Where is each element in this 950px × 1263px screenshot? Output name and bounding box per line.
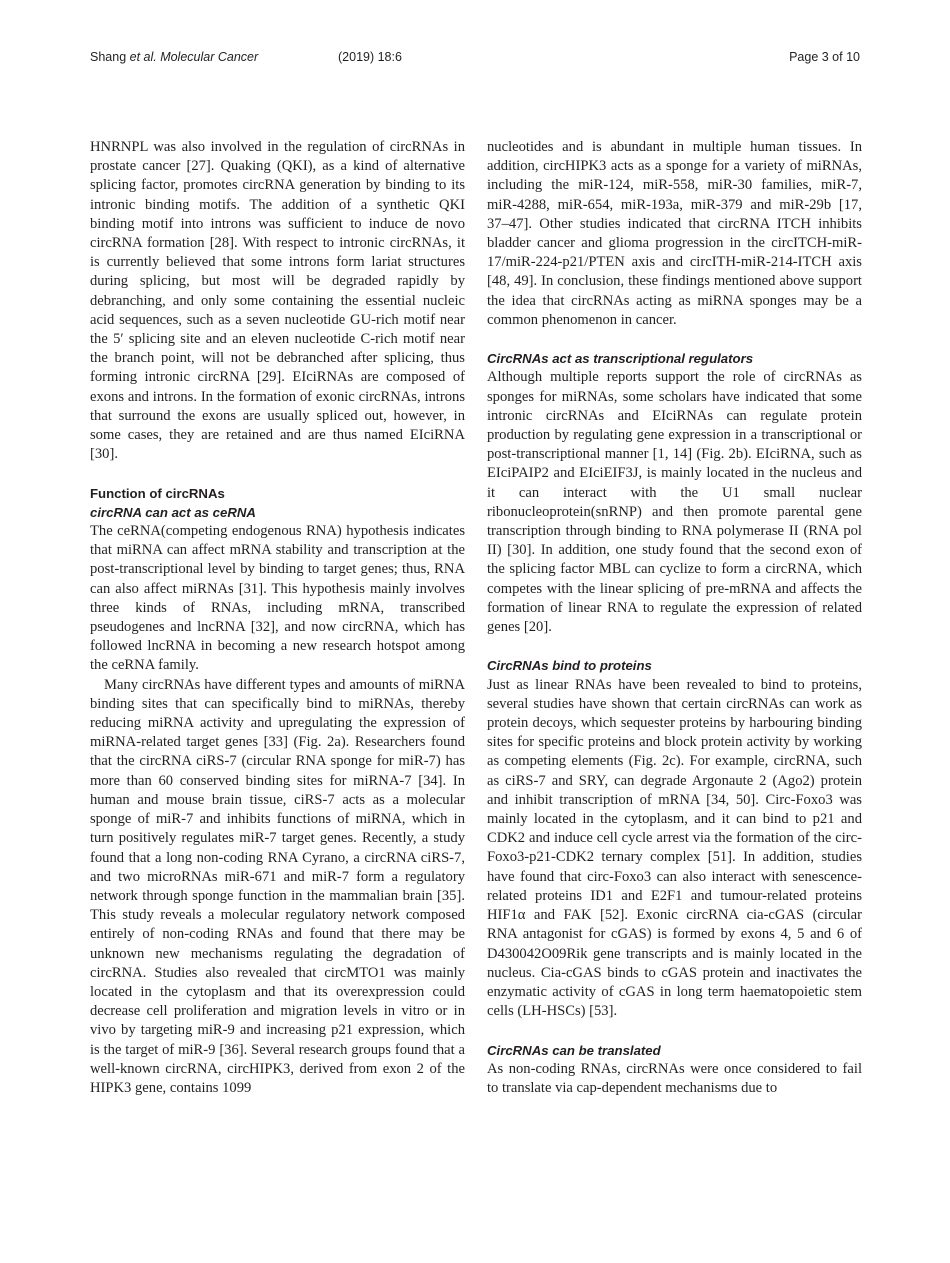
subsection-heading: CircRNAs act as transcriptional regulators	[487, 351, 754, 367]
right-column	[487, 138, 862, 1098]
section-heading: Function of circRNAs	[90, 485, 225, 501]
header-page-number: Page 3 of 10	[789, 50, 860, 64]
paragraph: As non-coding RNAs, circRNAs were once considered to fail to translate via cap-dependent mechanisms due to	[487, 1060, 862, 1096]
paragraph: nucleotides and is abundant in multiple human tissues. In addition, circHIPK3 acts as a sponge for a variety of miRNAs, including the miR-124, miR-558, miR-30 families, miR-7, miR-4288, miR-654, miR-193a, miR-379 and miR-29b [17, 37–47]. Other studies indicated that circRNA ITCH inhibits bladder cancer and glioma progression in the circITCH-miR-17/miR-224-p21/PTEN axis and circITH-miR-214-ITCH axis [48, 49]. In conclusion, these findings mentioned above support the idea that circRNAs acting as miRNA sponges may be a common phenomenon in cancer.	[487, 139, 862, 328]
paragraph: Although multiple reports support the role of circRNAs as sponges for miRNAs, some scholars have indicated that some intronic circRNAs and EIciRNAs can regulate protein production by regulating gene expression in a transcriptional or post-transcriptional manner [1, 14] (Fig. 2b). EIciRNA, such as EIciPAIP2 and EIciEIF3J, is mainly located in the nucleus and it can interact with the U1 small nuclear ribonucleoprotein(snRNP) and then promote parental gene transcription through binding to RNA polymerase II (RNA pol II) [30]. In addition, one study found that the second exon of the splicing factor MBL can cyclize to form a circRNA, which competes with the linear splicing of pre-mRNA and affects the formation of linear RNA to regulate the expression of related genes [20].	[487, 369, 862, 636]
paragraph: The ceRNA(competing endogenous RNA) hypothesis indicates that miRNA can affect mRNA stability and transcription at the post-transcriptional level by binding to target genes; thus, RNA can also affect miRNAs [31]. This hypothesis mainly involves three kinds of RNAs, including mRNA, transcribed pseudogenes and lncRNA [32], and now circRNA, which has followed lncRNA in becoming a new research hotspot among the ceRNA family.	[90, 523, 465, 674]
header-citation: (2019) 18:6	[338, 50, 402, 64]
paragraph: HNRNPL was also involved in the regulation of circRNAs in prostate cancer [27]. Quaking (QKI), as a kind of alternative splicing factor, promotes circRNA generation by binding to its intronic binding motifs. The addition of a synthetic QKI binding motif into introns was sufficient to induce de novo circRNA formation [28]. With respect to intronic circRNAs, it is currently believed that some introns form lariat structures during splicing, but most will be degraded rapidly by debranching, and only some containing the essential nucleic acid sequences, such as a seven nucleotide GU-rich motif near the 5′ splicing site and an eleven nucleotide C-rich motif near the branch point, will not be debranched after splicing, thus forming intronic circRNA [29]. EIciRNAs are composed of exons and introns. In the formation of exonic circRNAs, introns that surround the exons are usually spliced out, however, in some cases, they are retained and are thus named EIciRNA [30].	[90, 139, 465, 463]
header-authors: Shang	[90, 50, 130, 64]
subsection-heading: circRNA can act as ceRNA	[90, 504, 256, 520]
paragraph: Many circRNAs have different types and amounts of miRNA binding sites that can specifically bind to miRNAs, thereby reducing miRNA activity and upregulating the expression of miRNA-related target genes [33] (Fig. 2a). Researchers found that the circRNA ciRS-7 (circular RNA sponge for miR-7) has more than 60 conserved binding sites for miRNA-7 [34]. In human and mouse brain tissue, ciRS-7 acts as a molecular sponge of miR-7 and inhibits functions of miRNA, which in turn positively regulates miR-7 target genes. Recently, a study found that a long non-coding RNA Cyrano, a circRNA ciRS-7, and two microRNAs miR-671 and miR-7 form a regulatory network through sponge function in the mammalian brain [35]. This study reveals a molecular regulatory network composed entirely of non-coding RNAs and found that there may be unknown new mechanisms regulating the degradation of circRNA. Studies also revealed that circMTO1 was mainly located in the cytoplasm and that its overexpression could decrease cell proliferation and migration levels in vitro or in vivo by targeting miR-9 and increasing p21 expression, which is the target of miR-9 [36]. Several research groups found that a well-known circRNA, circHIPK3, derived from exon 2 of the HIPK3 gene, contains 1099	[90, 676, 465, 1096]
paragraph: Just as linear RNAs have been revealed to bind to proteins, several studies have shown that certain circRNAs can work as protein decoys, which sequester proteins by harbouring binding sites for specific proteins and block protein activity by working as competing elements (Fig. 2c). For example, circRNA, such as ciRS-7 and SRY, can degrade Argonaute 2 (Ago2) protein and inhibit transcription of mRNA [34, 50]. Circ-Foxo3 was mainly located in the cytoplasm, and it can bind to p21 and CDK2 and induce cell cycle arrest via the formation of the circ-Foxo3-p21-CDK2 ternary complex [51]. In addition, studies have found that circ-Foxo3 can also interact with senescence-related proteins ID1 and E2F1 and tumour-related proteins HIF1α and FAK [52]. Exonic circRNA cia-cGAS (circular RNA antagonist for cGAS) is formed by exons 4, 5 and 6 of D430042O09Rik gene transcripts and is mainly located in the nucleus. Cia-cGAS binds to cGAS protein and inactivates the enzymatic activity of cGAS in long term haematopoietic stem cells (LH-HSCs) [53].	[487, 676, 862, 1020]
left-column	[90, 138, 465, 1098]
header-journal-title: et al. Molecular Cancer	[129, 50, 259, 64]
running-header	[90, 50, 860, 68]
subsection-heading: CircRNAs bind to proteins	[487, 658, 652, 674]
subsection-heading: CircRNAs can be translated	[487, 1042, 661, 1058]
header-journal	[90, 50, 258, 64]
